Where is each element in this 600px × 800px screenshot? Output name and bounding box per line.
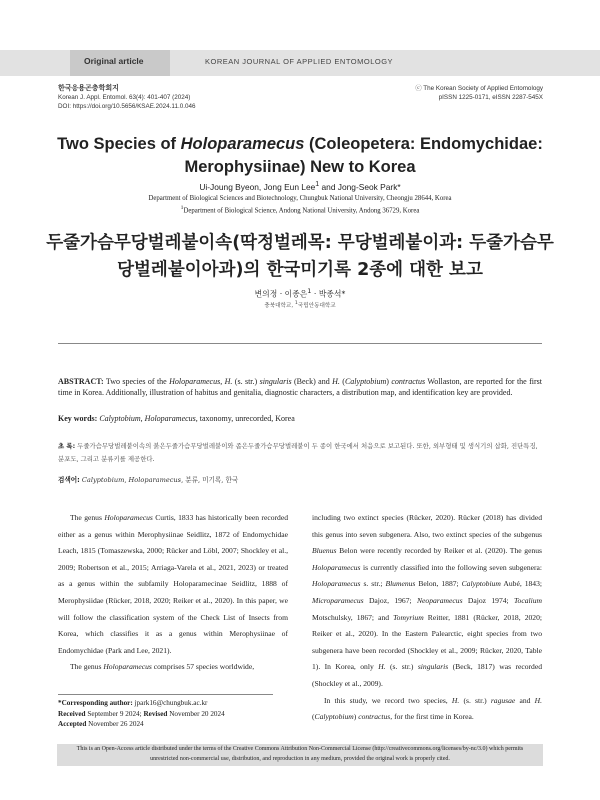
affiliation-mark: 1	[315, 181, 320, 188]
taxon: H.	[332, 377, 340, 386]
taxon: H.	[224, 377, 233, 386]
accepted-label: Accepted	[58, 720, 87, 728]
keyword: Calyptobium	[81, 476, 125, 484]
corresponding-author	[58, 698, 308, 709]
accepted	[58, 719, 308, 730]
keywords-kr	[58, 474, 542, 484]
text: , taxonomy, unrecorded, Korea	[195, 414, 295, 423]
footnote-rule	[58, 694, 273, 695]
text: comprises 57 species worldwide,	[151, 662, 255, 672]
paper-title-en	[40, 133, 560, 179]
affiliation-text: 국립안동대학교	[297, 303, 336, 309]
taxon: singularis	[259, 377, 292, 386]
revised-date: November 20 2024	[167, 709, 225, 718]
text: Belon, 1887;	[415, 579, 462, 589]
author-names: 변의정 · 이종은	[254, 289, 308, 299]
text: Wollaston, are reported for the first time in Korea. Additionally, illustration of habitus and genitalia, diagnostic characters, a distribution map, and identification key are provided.	[58, 377, 543, 397]
author-names: · 박종석*	[311, 289, 346, 299]
citation-info	[58, 84, 318, 111]
text: ,	[140, 414, 145, 423]
article-notes	[58, 698, 308, 730]
body-column-left	[58, 510, 288, 676]
text: ,	[124, 476, 129, 484]
text: s. str.;	[360, 579, 386, 589]
text: (	[312, 712, 315, 722]
keywords-label: Key words:	[58, 414, 98, 423]
taxon: Calyptobium	[314, 712, 354, 722]
affiliation-mark: 1	[294, 301, 298, 307]
taxon: contractus	[391, 377, 426, 386]
corr-email[interactable]: jpark16@chungbuk.ac.kr	[132, 699, 208, 707]
text: In this study, we record two species,	[324, 695, 452, 705]
taxon: ragusae	[490, 695, 516, 705]
authors-kr	[100, 287, 500, 300]
text: (s. str.)	[232, 377, 260, 386]
journal-korean-name: 한국응용곤충학회지	[58, 85, 119, 92]
taxon: Holoparamecus	[103, 662, 152, 672]
text: Motschulsky, 1867; and	[312, 612, 394, 622]
copyright-info	[303, 84, 543, 102]
article-type-label: Original article	[84, 56, 144, 66]
issn-text: pISSN 1225-0171, eISSN 2287-545X	[438, 94, 543, 101]
taxon: Holoparamecus	[312, 562, 361, 572]
title-genus: Holoparamecus	[180, 135, 305, 153]
taxon: H.	[378, 662, 386, 672]
taxon: Tomyrium	[393, 612, 424, 622]
abstract	[58, 377, 542, 398]
affiliation-mark: 1	[307, 287, 312, 295]
taxon: Microparamecus	[312, 595, 364, 605]
journal-citation: Korean J. Appl. Entomol. 63(4): 401-407 (2024)	[58, 94, 191, 101]
keywords	[58, 414, 542, 425]
taxon: Holoparamecus	[104, 513, 153, 522]
authors-en	[60, 181, 540, 192]
text: ,	[220, 377, 225, 386]
abstract-label: ABSTRACT:	[58, 377, 104, 386]
text: (	[339, 377, 345, 386]
paragraph	[312, 510, 542, 693]
title-part: Two Species of	[57, 135, 181, 153]
taxon: Holoparamecus	[312, 579, 361, 589]
taxon: Holoparamecus	[169, 377, 221, 386]
text: The genus	[70, 662, 104, 672]
taxon: H.	[451, 695, 460, 705]
title-part: (Coleopetera: Endomychidae: Merophysiinae) New to Korea	[184, 135, 543, 176]
accepted-date: November 26 2024	[86, 720, 144, 728]
text: Dajoz 1974;	[462, 595, 514, 605]
paragraph	[312, 693, 542, 726]
corr-label: *Corresponding author:	[58, 699, 133, 707]
taxon: Tocalium	[514, 595, 542, 605]
text: (Beck, 1817) was recorded (Shockley et al., 2009).	[312, 662, 543, 688]
body-column-right	[312, 510, 542, 726]
affiliation-text: 충북대학교,	[264, 303, 295, 309]
text: including two extinct species (Rücker, 2020). Rücker (2018) has divided this genus into seven subgenera. Also, two extinct species of the subgenus	[312, 513, 542, 539]
abstract-kr	[58, 440, 542, 466]
text: Aubé, 1843;	[500, 579, 542, 589]
text: , 분류, 미기록, 한국	[181, 476, 239, 484]
taxon: H.	[534, 695, 542, 705]
taxon: contractus	[358, 712, 391, 722]
text: (s. str.)	[385, 662, 418, 672]
section-divider	[58, 343, 542, 344]
taxon: Calyptobium	[461, 579, 501, 589]
text: Curtis, 1833 has historically been recorded either as a genus within Merophysiinae Seidlitz, 1872 of Endomychidae Leach, 1815 (Tomaszewska, 2000; Rücker and Löbl, 2007; Shockley et al., 2009; Robertson et al., 2015; Arriaga-Varela et al., 2021, 2023) or treated as a genus within the subfamily Holoparamecinae Seidlitz, 1888 of Merophysiidae (Rücker, 2018, 2020; Reiker et al., 2020). In this paper, we will follow the classification system of the Check List of Insects from Korea, which classifies it as a genus within Merophysiinae of Endomychidae (Park and Lee, 2021).	[58, 513, 288, 655]
text: , for the first time in Korea.	[390, 712, 474, 722]
affiliation-2	[40, 205, 560, 214]
received-revised	[58, 709, 308, 720]
revised-label: Revised	[143, 709, 168, 718]
doi-link[interactable]: DOI: https://doi.org/10.5656/KSAE.2024.11.0.046	[58, 103, 196, 110]
taxon: Calyptobium	[344, 377, 387, 386]
author-names: and Jong-Seok Park*	[319, 181, 401, 192]
text: (Beck) and	[291, 377, 333, 386]
license-text: This is an Open-Access article distributed under the terms of the Creative Commons Attribution Non-Commercial License (http://creativecommons.org/licenses/by-nc/3.0) which permits unrestricted non-commercial use, distribution, and reproduction in any medium, provided the original work is properly cited.	[76, 746, 524, 762]
affiliation-text: Department of Biological Science, Andong National University, Andong 36729, Korea	[183, 207, 420, 215]
affiliation-kr	[100, 301, 500, 309]
text: Belon were recently recorded by Reiker et al. (2020). The genus	[336, 546, 542, 556]
received-label: Received	[58, 709, 86, 718]
taxon: Blumenus	[385, 579, 416, 589]
journal-name: KOREAN JOURNAL OF APPLIED ENTOMOLOGY	[205, 57, 394, 66]
text: Dajoz, 1967;	[363, 595, 417, 605]
author-names: Ui-Joung Byeon, Jong Eun Lee	[199, 181, 316, 192]
text: (s. str.)	[459, 695, 491, 705]
taxon: Neoparamecus	[416, 595, 463, 605]
abstract-kr-label: 초 록:	[58, 442, 76, 450]
text: )	[386, 377, 392, 386]
text: Reitter, 1881 (Rücker, 2018, 2020; Reiker et al., 2020). In the Eastern Palearctic, eight species from two subgenera have been recorded (Shockley et al., 2009; Rücker, 2020, Table 1). In Korea, only	[312, 612, 542, 672]
affiliation-1: Department of Biological Sciences and Biotechnology, Chungbuk National University, Cheongju 28644, Korea	[148, 195, 452, 202]
affiliation-mark: 1	[180, 205, 184, 211]
paragraph	[58, 510, 288, 659]
text: The genus	[70, 513, 105, 522]
text: )	[353, 712, 359, 722]
taxon: singularis	[417, 662, 449, 672]
keyword: Calyptobium	[99, 414, 141, 423]
paragraph	[58, 659, 288, 676]
paper-title-kr: 두줄가슴무당벌레붙이속(딱정벌레목: 무당벌레붙이과: 두줄가슴무당벌레붙이아과)의 한국미기록 2종에 대한 보고	[46, 233, 554, 280]
copyright-text: ⓒ The Korean Society of Applied Entomology	[415, 85, 543, 92]
text: and	[515, 695, 535, 705]
keyword: Holoparamecus	[128, 476, 182, 484]
text: Two species of the	[103, 377, 170, 386]
abstract-kr-text: 두줄가슴무당벌레붙이속의 붉은두줄가슴무당벌레붙이와 좁은두줄가슴무당벌레붙이 두 종이 한국에서 처음으로 보고된다. 또한, 외부형태 및 생식기의 삽화, 진단특징, 분포도, 그리고 분류키를 제공한다.	[58, 442, 538, 463]
keyword: Holoparamecus	[144, 414, 196, 423]
taxon: Bluenus	[312, 546, 337, 556]
received-date: September 9 2024;	[85, 709, 144, 718]
text: is currently classified into the following seven subgenera:	[360, 562, 542, 572]
keywords-kr-label: 검색어:	[58, 476, 80, 484]
